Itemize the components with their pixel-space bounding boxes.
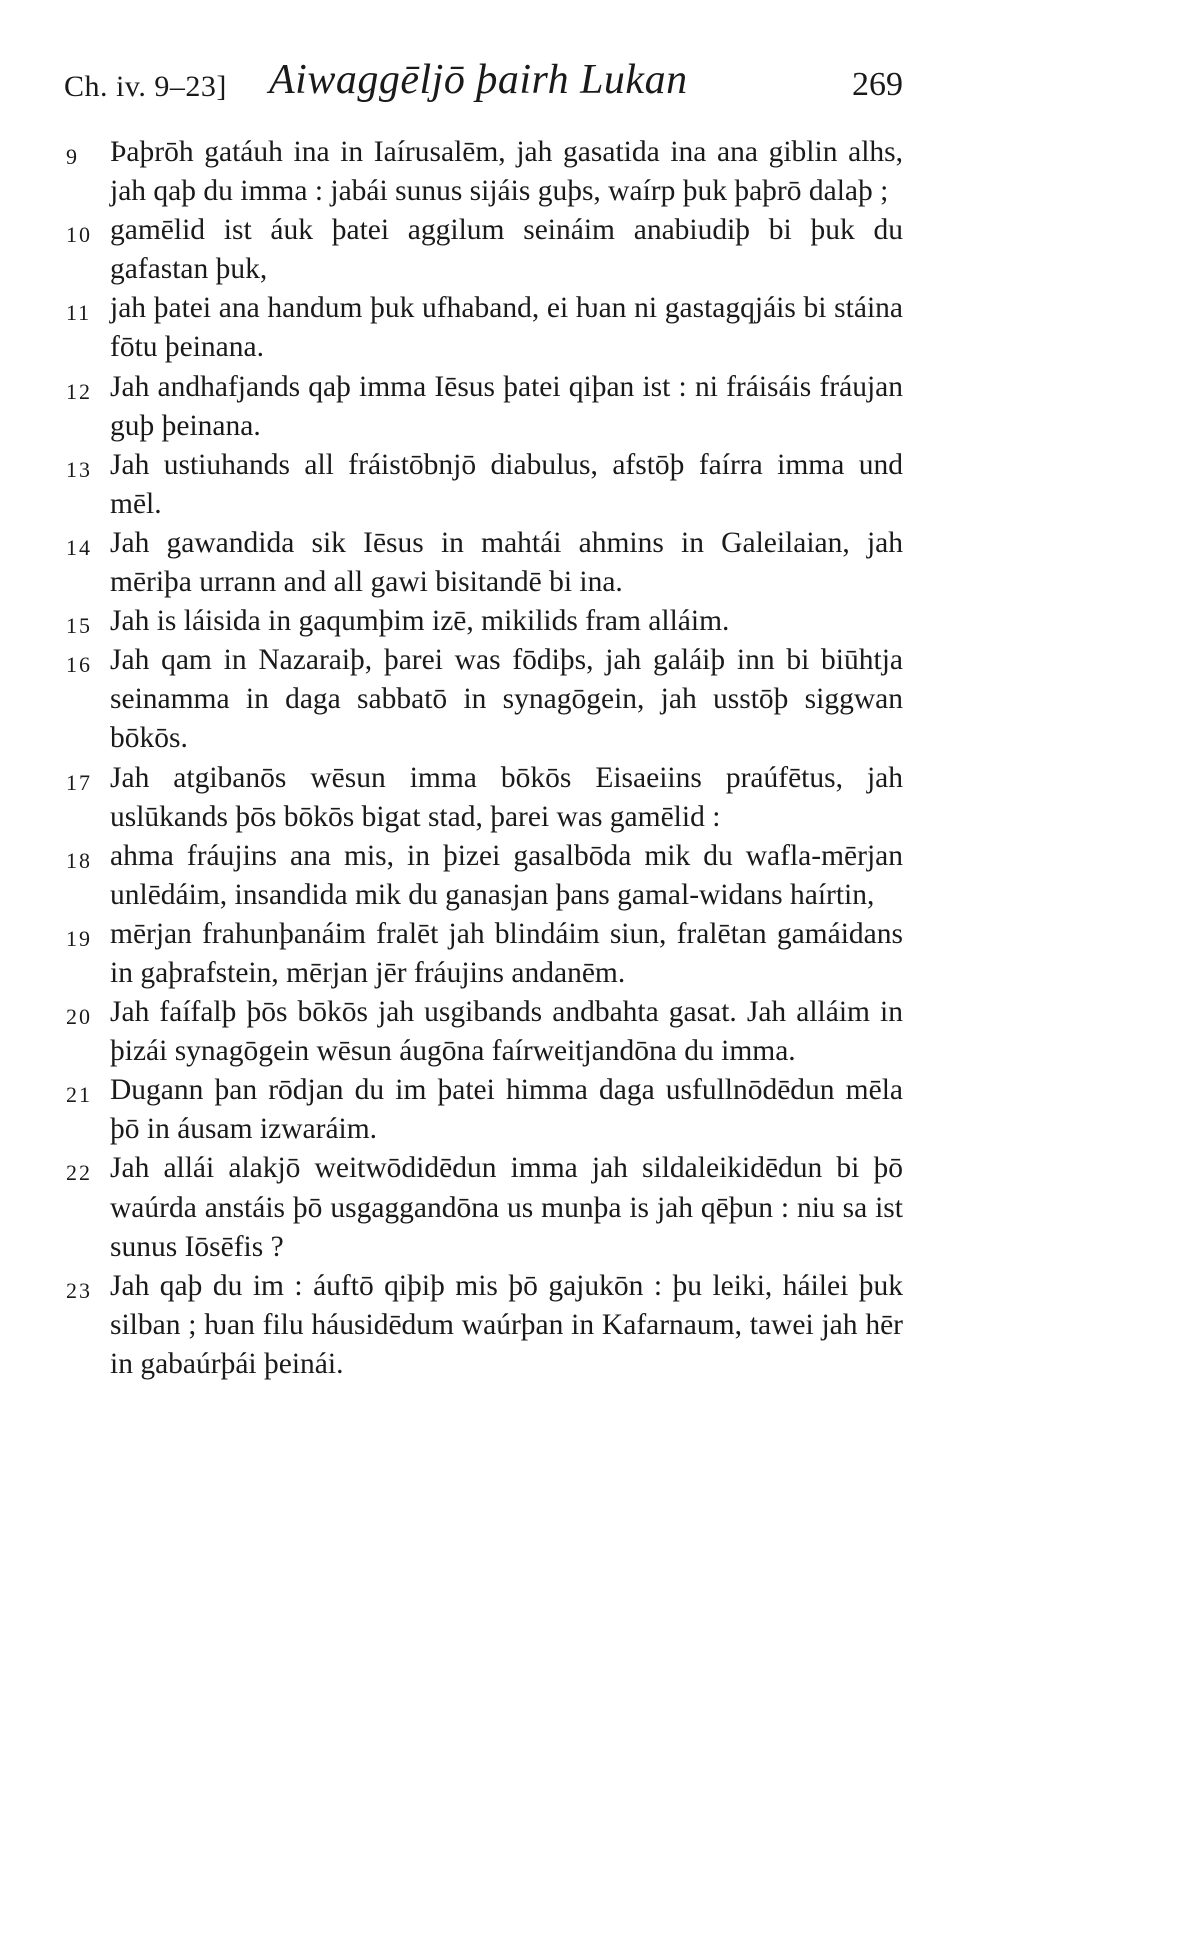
verse-number: 16 [66,652,92,678]
verse-number: 19 [66,925,92,951]
verse-text: Jah atgibanōs wēsun imma bōkōs Eisaeiins praúfētus, jah uslūkands þōs bōkōs bigat stad, þarei was gamēlid : [110,761,903,833]
verse-number: 20 [66,1004,92,1030]
verse-19 [0,915,965,993]
verse-11 [0,289,965,367]
verse-text: gamēlid ist áuk þatei aggilum seináim anabiudiþ bi þuk du gafastan þuk, [110,214,903,286]
verse-text: Jah andhafjands qaþ imma Iēsus þatei qiþan ist : ni fráisáis fráujan guþ þeinana. [110,370,903,442]
verse-16 [0,641,965,758]
verse-text: mērjan frahunþanáim fralēt jah blindáim siun, fralētan gamáidans in gaþrafstein, mērjan jēr fráujins andanēm. [110,917,903,989]
verse-23 [0,1267,965,1384]
verse-text: Jah allái alakjō weitwōdidēdun imma jah sildaleikidēdun bi þō waúrda anstáis þō usgaggandōna us munþa is jah qēþun : niu sa ist sunus Iōsēfis ? [110,1152,903,1263]
verse-number: 9 [66,144,79,169]
verse-12 [0,368,965,446]
verse-number: 11 [66,300,92,326]
page-header [64,52,903,112]
verse-number: 15 [66,613,92,639]
verse-list [0,133,965,1384]
page-number: 269 [852,66,903,103]
verse-text: Þaþrōh gatáuh ina in Iaírusalēm, jah gasatida ina ana giblin alhs, jah qaþ du imma : jabái sunus sijáis guþs, waírp þuk þaþrō dalaþ ; [110,136,903,208]
verse-21 [0,1071,965,1149]
verse-number: 14 [66,534,92,560]
verse-number: 23 [66,1277,92,1303]
verse-text: Jah faífalþ þōs bōkōs jah usgibands andbahta gasat. Jah alláim in þizái synagōgein wēsun áugōna faírweitjandōna du imma. [110,996,903,1068]
verse-number: 12 [66,378,92,404]
verse-number: 22 [66,1160,92,1186]
verse-text: Jah ustiuhands all fráistōbnjō diabulus, afstōþ faírra imma und mēl. [110,448,903,520]
verse-text: Jah gawandida sik Iēsus in mahtái ahmins in Galeilaian, jah mēriþa urrann and all gawi bisitandē bi ina. [110,526,903,599]
verse-22 [0,1149,965,1266]
verse-text: Dugann þan rōdjan du im þatei himma daga usfullnōdēdun mēla þō in áusam izwaráim. [110,1074,903,1146]
verse-text: Jah qam in Nazaraiþ, þarei was fōdiþs, jah galáiþ inn bi biūhtja seinamma in daga sabbatō in synagōgein, jah usstōþ siggwan bōkōs. [110,644,903,755]
verse-10 [0,211,965,289]
verse-text: Jah is láisida in gaqumþim izē, mikilids fram alláim. [110,605,730,638]
verse-number: 17 [66,769,92,795]
verse-text: Jah qaþ du im : áuftō qiþiþ mis þō gajukōn : þu leiki, háilei þuk silban ; ƕan filu háusidēdum waúrþan in Kafarnaum, tawei jah hēr in gabaúrþái þeinái. [110,1269,903,1380]
verse-9 [0,133,965,211]
verse-15 [0,602,965,641]
verse-text: ahma fráujins ana mis, in þizei gasalbōda mik du wafla-mērjan unlēdáim, insandida mik du ganasjan þans gamal-widans haírtin, [110,839,903,911]
verse-number: 13 [66,456,92,482]
verse-17 [0,759,965,837]
verse-text: jah þatei ana handum þuk ufhaband, ei ƕan ni gastagqjáis bi stáina fōtu þeinana. [110,292,903,364]
verse-14 [0,524,965,602]
page-title: Aiwaggēljō þairh Lukan [269,57,688,103]
verse-number: 10 [66,222,92,248]
running-head: Ch. iv. 9–23] [64,70,227,103]
verse-13 [0,446,965,524]
verse-20 [0,993,965,1071]
verse-number: 21 [66,1082,92,1108]
verse-number: 18 [66,847,92,873]
verse-18 [0,837,965,915]
